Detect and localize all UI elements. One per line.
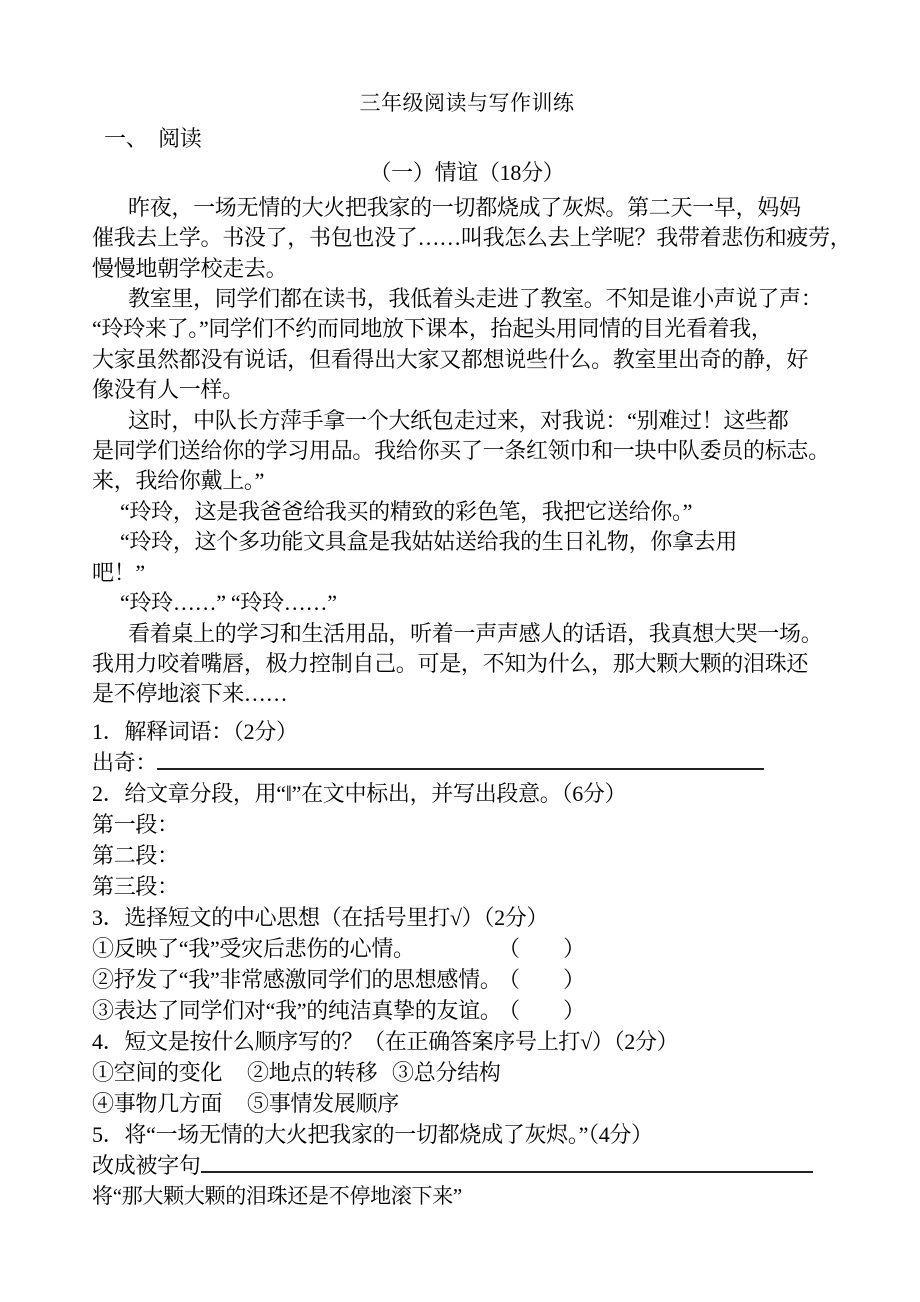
- passage-line: 昨夜，一场无情的大火把我家的一切都烧成了灰烬。第二天一早，妈妈: [128, 194, 801, 220]
- choice-line: [92, 964, 842, 995]
- question-1-term: 出奇：: [92, 749, 158, 775]
- option: ②地点的转移: [247, 1059, 378, 1085]
- option: ⑤事情发展顺序: [247, 1090, 399, 1116]
- question-5-label: 5．将“一场无情的大火把我家的一切都烧成了灰烬。”（4分）: [92, 1121, 653, 1147]
- passage-line: 催我去上学。书没了，书包也没了……叫我怎么去上学呢？我带着悲伤和疲劳，: [92, 225, 852, 251]
- passage-line: 是不停地滚下来……: [92, 681, 288, 707]
- questions: [92, 716, 842, 1212]
- answer-bracket: （ ）: [498, 997, 585, 1023]
- passage-heading: （一）情谊（18分）: [369, 160, 565, 186]
- passage-line: 慢慢地朝学校走去。: [92, 255, 288, 281]
- passage-line: 大家虽然都没有说话，但看得出大家又都想说些什么。教室里出奇的静，好: [92, 346, 809, 372]
- passage-line: 看着桌上的学习和生活用品，听着一声声感人的话语，我真想大哭一场。: [128, 620, 823, 646]
- passage-line: 教室里，同学们都在读书，我低着头走进了教室。不知是谁小声说了声：: [128, 286, 823, 312]
- passage-line: “玲玲，这个多功能文具盒是我姑姑送给我的生日礼物，你拿去用: [120, 529, 738, 555]
- choice-text: ①反映了“我”受灾后悲伤的心情。: [92, 935, 415, 961]
- options-row: [92, 1088, 842, 1119]
- choice-line: [92, 933, 842, 964]
- option: ③总分结构: [392, 1059, 501, 1085]
- passage-line: “玲玲，这是我爸爸给我买的精致的彩色笔，我把它送给你。”: [120, 498, 693, 524]
- page-title: 三年级阅读与写作训练: [359, 91, 575, 115]
- choice-text: ③表达了同学们对“我”的纯洁真挚的友谊。: [92, 997, 502, 1023]
- question-3-label: 3．选择短文的中心思想（在括号里打√）（2分）: [92, 904, 549, 930]
- passage-line: “玲玲……” “玲玲……”: [120, 590, 337, 616]
- answer-bracket: （ ）: [498, 966, 585, 992]
- passage-line: 这时，中队长方萍手拿一个大纸包走过来，对我说：“别难过！这些都: [128, 407, 789, 433]
- passage-line: 来，我给你戴上。”: [92, 468, 265, 494]
- section-heading: 一、 阅读: [104, 126, 202, 151]
- segment-label: 第一段：: [92, 811, 179, 837]
- option: ①空间的变化: [92, 1059, 223, 1085]
- answer-bracket: （ ）: [498, 935, 585, 961]
- question-1-answer-line: [92, 747, 842, 778]
- question-1-label: 1．解释词语：（2分）: [92, 718, 298, 744]
- question-5-followup: 将“那大颗大颗的泪珠还是不停地滚下来”: [92, 1183, 462, 1208]
- passage-line: 像没有人一样。: [92, 377, 244, 403]
- answer-blank: [157, 767, 764, 770]
- passage-line: 吧！”: [92, 559, 145, 585]
- option: ④事物几方面: [92, 1090, 223, 1116]
- choice-line: [92, 995, 842, 1026]
- question-2-label: 2．给文章分段，用“‖”在文中标出，并写出段意。（6分）: [92, 780, 627, 806]
- question-4-label: 4．短文是按什么顺序写的？（在正确答案序号上打√）（2分）: [92, 1028, 679, 1054]
- passage: [92, 193, 852, 710]
- segment-label: 第三段：: [92, 873, 179, 899]
- passage-line: 我用力咬着嘴唇，极力控制自己。可是，不知为什么，那大颗大颗的泪珠还: [92, 650, 809, 676]
- question-5-blank-label: 改成被字句: [92, 1152, 201, 1178]
- options-row: [92, 1057, 842, 1088]
- segment-label: 第二段：: [92, 842, 179, 868]
- answer-blank: [201, 1170, 813, 1173]
- passage-line: “玲玲来了。”同学们不约而同地放下课本，抬起头用同情的目光看着我，: [92, 316, 773, 342]
- question-5-answer-line: [92, 1150, 842, 1181]
- passage-line: 是同学们送给你的学习用品。我给你买了一条红领巾和一块中队委员的标志。: [92, 438, 830, 464]
- choice-text: ②抒发了“我”非常感激同学们的思想感情。: [92, 966, 502, 992]
